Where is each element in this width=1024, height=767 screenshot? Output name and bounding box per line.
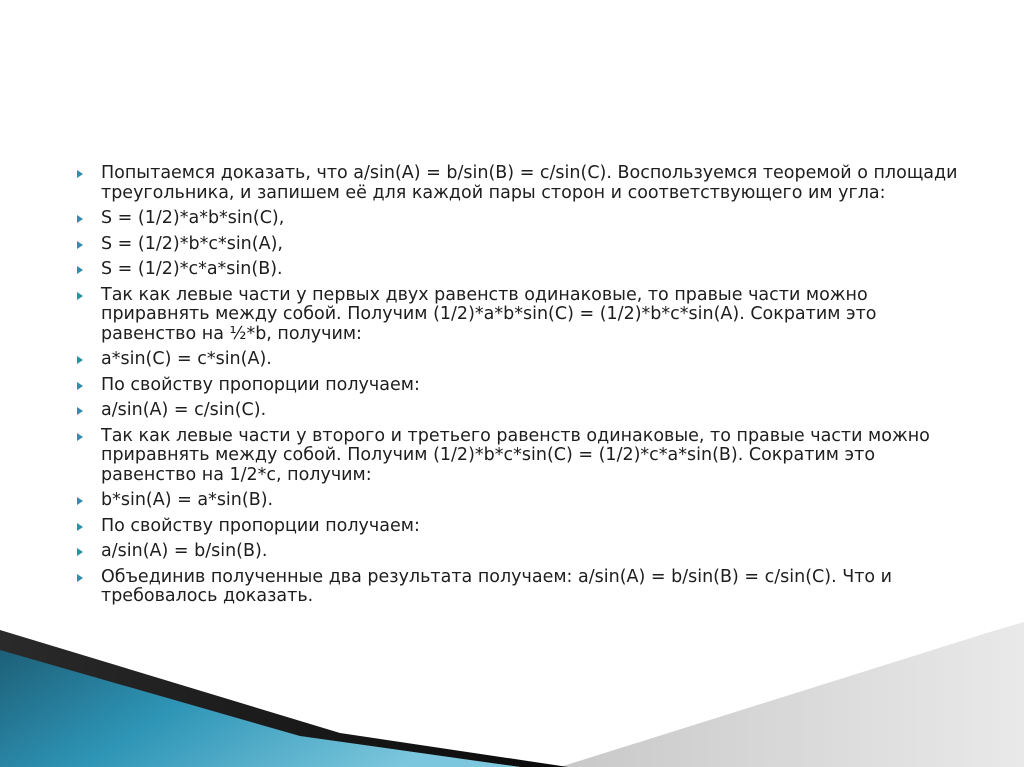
bullet-text: Попытаемся доказать, что a/sin(A) = b/sin(B) = c/sin(C). Воспользуемся теоремой о площади треугольника, и запишем её для каждой пары сторон и соответствующего им угла: [101,163,958,203]
arrow-bullet-icon [77,266,83,274]
bullet-item [74,401,974,421]
bullet-text: По свойству пропорции получаем: [101,374,420,395]
bullet-text: Так как левые части у первых двух равенств одинаковые, то правые части можно приравнять между собой. Получим (1/2)*a*b*sin(C) = (1/2)*b*c*sin(A). Сократим это равенство на ½*b, получим: [101,284,877,344]
arrow-bullet-icon [77,382,83,390]
grey-swoosh-shape [560,622,1024,767]
bullet-item [74,542,974,562]
bullet-item [74,235,974,255]
arrow-bullet-icon [77,548,83,556]
arrow-bullet-icon [77,497,83,505]
bullet-text: Так как левые части у второго и третьего равенств одинаковые, то правые части можно приравнять между собой. Получим (1/2)*b*c*sin(C) = (1/2)*c*a*sin(B). Сократим это равенство на 1/2*c, получим: [101,425,930,485]
bullet-item [74,260,974,280]
bullet-item [74,286,974,345]
bullet-text: a/sin(A) = b/sin(B). [101,541,268,561]
arrow-bullet-icon [77,241,83,249]
bullet-item [74,568,974,607]
bullet-item [74,427,974,486]
bullet-list [74,164,974,613]
bullet-item [74,350,974,370]
bullet-text: S = (1/2)*b*c*sin(A), [101,233,283,254]
bullet-text: a*sin(C) = c*sin(A). [101,349,272,369]
arrow-bullet-icon [77,170,83,178]
arrow-bullet-icon [77,407,83,415]
bullet-item [74,376,974,396]
arrow-bullet-icon [77,574,83,582]
bullet-item [74,209,974,229]
bullet-item [74,164,974,203]
bullet-text: Объединив полученные два результата получаем: a/sin(A) = b/sin(B) = c/sin(C). Что и требовалось доказать. [101,566,893,606]
arrow-bullet-icon [77,433,83,441]
bullet-text: S = (1/2)*a*b*sin(C), [101,208,285,228]
arrow-bullet-icon [77,292,83,300]
bullet-text: S = (1/2)*c*a*sin(B). [101,259,283,279]
bullet-text: a/sin(A) = c/sin(C). [101,400,267,420]
arrow-bullet-icon [77,356,83,364]
bullet-text: По свойству пропорции получаем: [101,515,420,536]
arrow-bullet-icon [77,523,83,531]
bullet-item [74,517,974,537]
bullet-text: b*sin(A) = a*sin(B). [101,490,274,510]
bullet-item [74,491,974,511]
arrow-bullet-icon [77,215,83,223]
